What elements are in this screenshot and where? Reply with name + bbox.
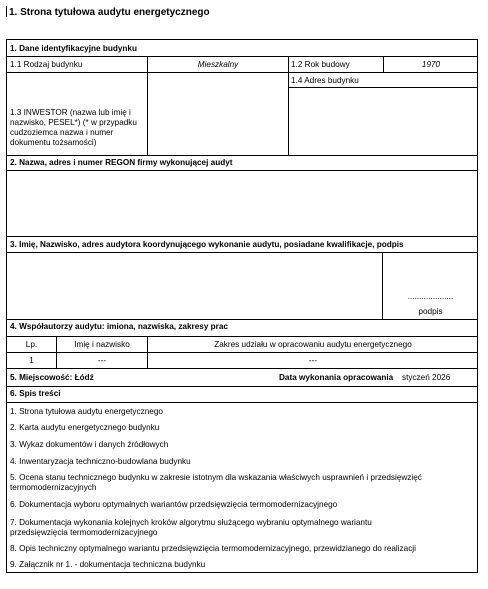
toc-item-2: 2. Karta audytu energetycznego budynku: [10, 423, 160, 432]
divider: [6, 155, 478, 156]
page-title-text: 1. Strona tytułowa audytu energetycznego: [9, 7, 210, 18]
divider: [6, 336, 478, 337]
section3-header: 3. Imię, Nazwisko, adres audytora koordynującego wykonanie audytu, posiadane kwalifikacje, podpis: [10, 240, 404, 249]
divider: [6, 252, 478, 253]
toc-item-3: 3. Wykaz dokumentów i danych źródłowych: [10, 440, 169, 449]
divider: [6, 352, 478, 353]
building-type-value: Mieszkalny: [197, 60, 239, 69]
section2-header: 2. Nazwa, adres i numer REGON firmy wykonującej audyt: [10, 158, 233, 167]
build-year-label: 1.2 Rok budowy: [291, 60, 350, 69]
building-type-label: 1.1 Rodzaj budynku: [10, 60, 83, 69]
toc-item-6: 6. Dokumentacja wyboru optymalnych wariantów przedsięwzięcia termomodernizacyjnego: [10, 500, 338, 509]
toc-item-1: 1. Strona tytułowa audytu energetycznego: [10, 407, 163, 416]
section1-header: 1. Dane identyfikacyjne budynku: [10, 44, 137, 53]
toc-header: 6. Spis treści: [10, 389, 61, 398]
coauthors-row-lp: 1: [29, 356, 34, 365]
toc-item-5: 5. Ocena stanu technicznego budynku w zakresie istotnym dla wskazania właściwych usprawnień i przedsięwzięć termomodernizacyjnych: [10, 473, 422, 492]
toc-item-7: 7. Dokumentacja wykonania kolejnych kroków algorytmu służącego wybraniu optymalnego wariantu przedsięwzięcia termomodernizacyjnego: [10, 518, 372, 537]
date-value: styczeń 2026: [402, 373, 451, 382]
divider: [6, 319, 478, 320]
divider: [6, 236, 478, 237]
page-title: [6, 6, 210, 18]
coauthors-col-scope: Zakres udziału w opracowaniu audytu energetycznego: [214, 340, 412, 349]
coauthors-row-scope: ---: [308, 356, 318, 365]
toc-item-8: 8. Opis techniczny optymalnego wariantu przedsięwzięcia termomodernizacyjnego, przewidzianego do realizacji: [10, 544, 416, 553]
signature-dots: ....................: [407, 292, 454, 301]
location-label: 5. Miejscowość: Łódź: [10, 373, 94, 382]
divider: [6, 56, 478, 57]
divider: [288, 56, 289, 155]
toc-item-9: 9. Załącznik nr 1. - dokumentacja techniczna budynku: [10, 560, 206, 569]
date-label: Data wykonania opracowania: [279, 373, 394, 382]
divider: [6, 170, 478, 171]
divider: [147, 56, 148, 155]
address-label: 1.4 Adres budynku: [291, 76, 359, 85]
investor-label: 1.3 INWESTOR (nazwa lub imię i nazwisko, PESEL*) (* w przypadku cudzoziemca nazwa i numer dokumentu tożsamości): [10, 108, 137, 147]
divider: [6, 402, 478, 403]
coauthors-row-name: ---: [97, 356, 107, 365]
divider: [6, 386, 478, 387]
coauthors-col-lp: Lp.: [25, 340, 38, 349]
toc-item-4: 4. Inwentaryzacja techniczno-budowlana budynku: [10, 457, 191, 466]
divider: [6, 368, 478, 369]
divider: [288, 87, 478, 88]
divider: [6, 72, 478, 73]
section4-header: 4. Współautorzy audytu: imiona, nazwiska, zakresy prac: [10, 322, 228, 331]
text-cursor: [6, 6, 7, 17]
signature-label: podpis: [418, 307, 443, 316]
coauthors-col-name: Imię i nazwisko: [74, 340, 130, 349]
build-year-value: 1970: [421, 60, 441, 69]
